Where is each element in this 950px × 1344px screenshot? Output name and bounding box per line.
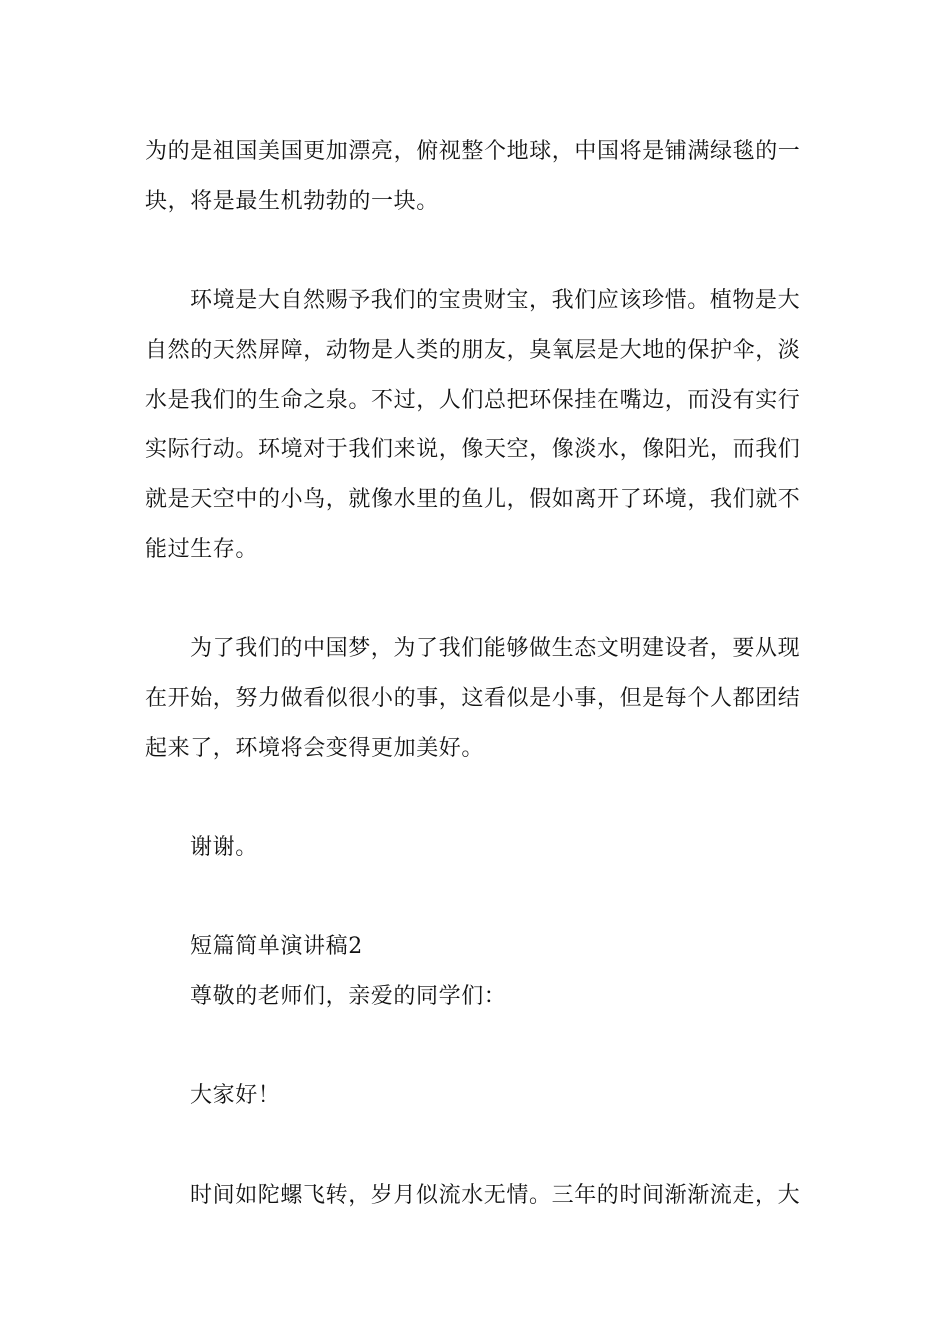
salutation-line: 尊敬的老师们，亲爱的同学们：: [190, 984, 507, 1009]
paragraph-3-line-1: 为了我们的中国梦，为了我们能够做生态文明建设者，要从现: [190, 636, 801, 661]
paragraph-2-line-2: 自然的天然屏障，动物是人类的朋友，臭氧层是大地的保护伞，淡: [145, 338, 801, 363]
paragraph-2-line-3: 水是我们的生命之泉。不过，人们总把环保挂在嘴边，而没有实行: [145, 388, 801, 413]
paragraph-2-line-6: 能过生存。: [145, 537, 259, 562]
paragraph-3-line-2: 在开始，努力做看似很小的事，这看似是小事，但是每个人都团结: [145, 686, 801, 711]
paragraph-2-line-1: 环境是大自然赐予我们的宝贵财宝，我们应该珍惜。植物是大: [190, 288, 801, 313]
thanks-line: 谢谢。: [190, 835, 258, 860]
paragraph-4-line-1: 时间如陀螺飞转，岁月似流水无情。三年的时间渐渐流走，大: [190, 1183, 801, 1208]
paragraph-3-line-3: 起来了，环境将会变得更加美好。: [145, 736, 485, 761]
paragraph-1-line-2: 块，将是最生机勃勃的一块。: [145, 189, 439, 214]
section-title: 短篇简单演讲稿2: [190, 934, 363, 959]
paragraph-1-line-1: 为的是祖国美国更加漂亮，俯视整个地球，中国将是铺满绿毯的一: [145, 139, 801, 164]
paragraph-2-line-4: 实际行动。环境对于我们来说，像天空，像淡水，像阳光，而我们: [145, 437, 801, 462]
greeting-line: 大家好！: [190, 1083, 281, 1108]
paragraph-2-line-5: 就是天空中的小鸟，就像水里的鱼儿，假如离开了环境，我们就不: [145, 487, 801, 512]
